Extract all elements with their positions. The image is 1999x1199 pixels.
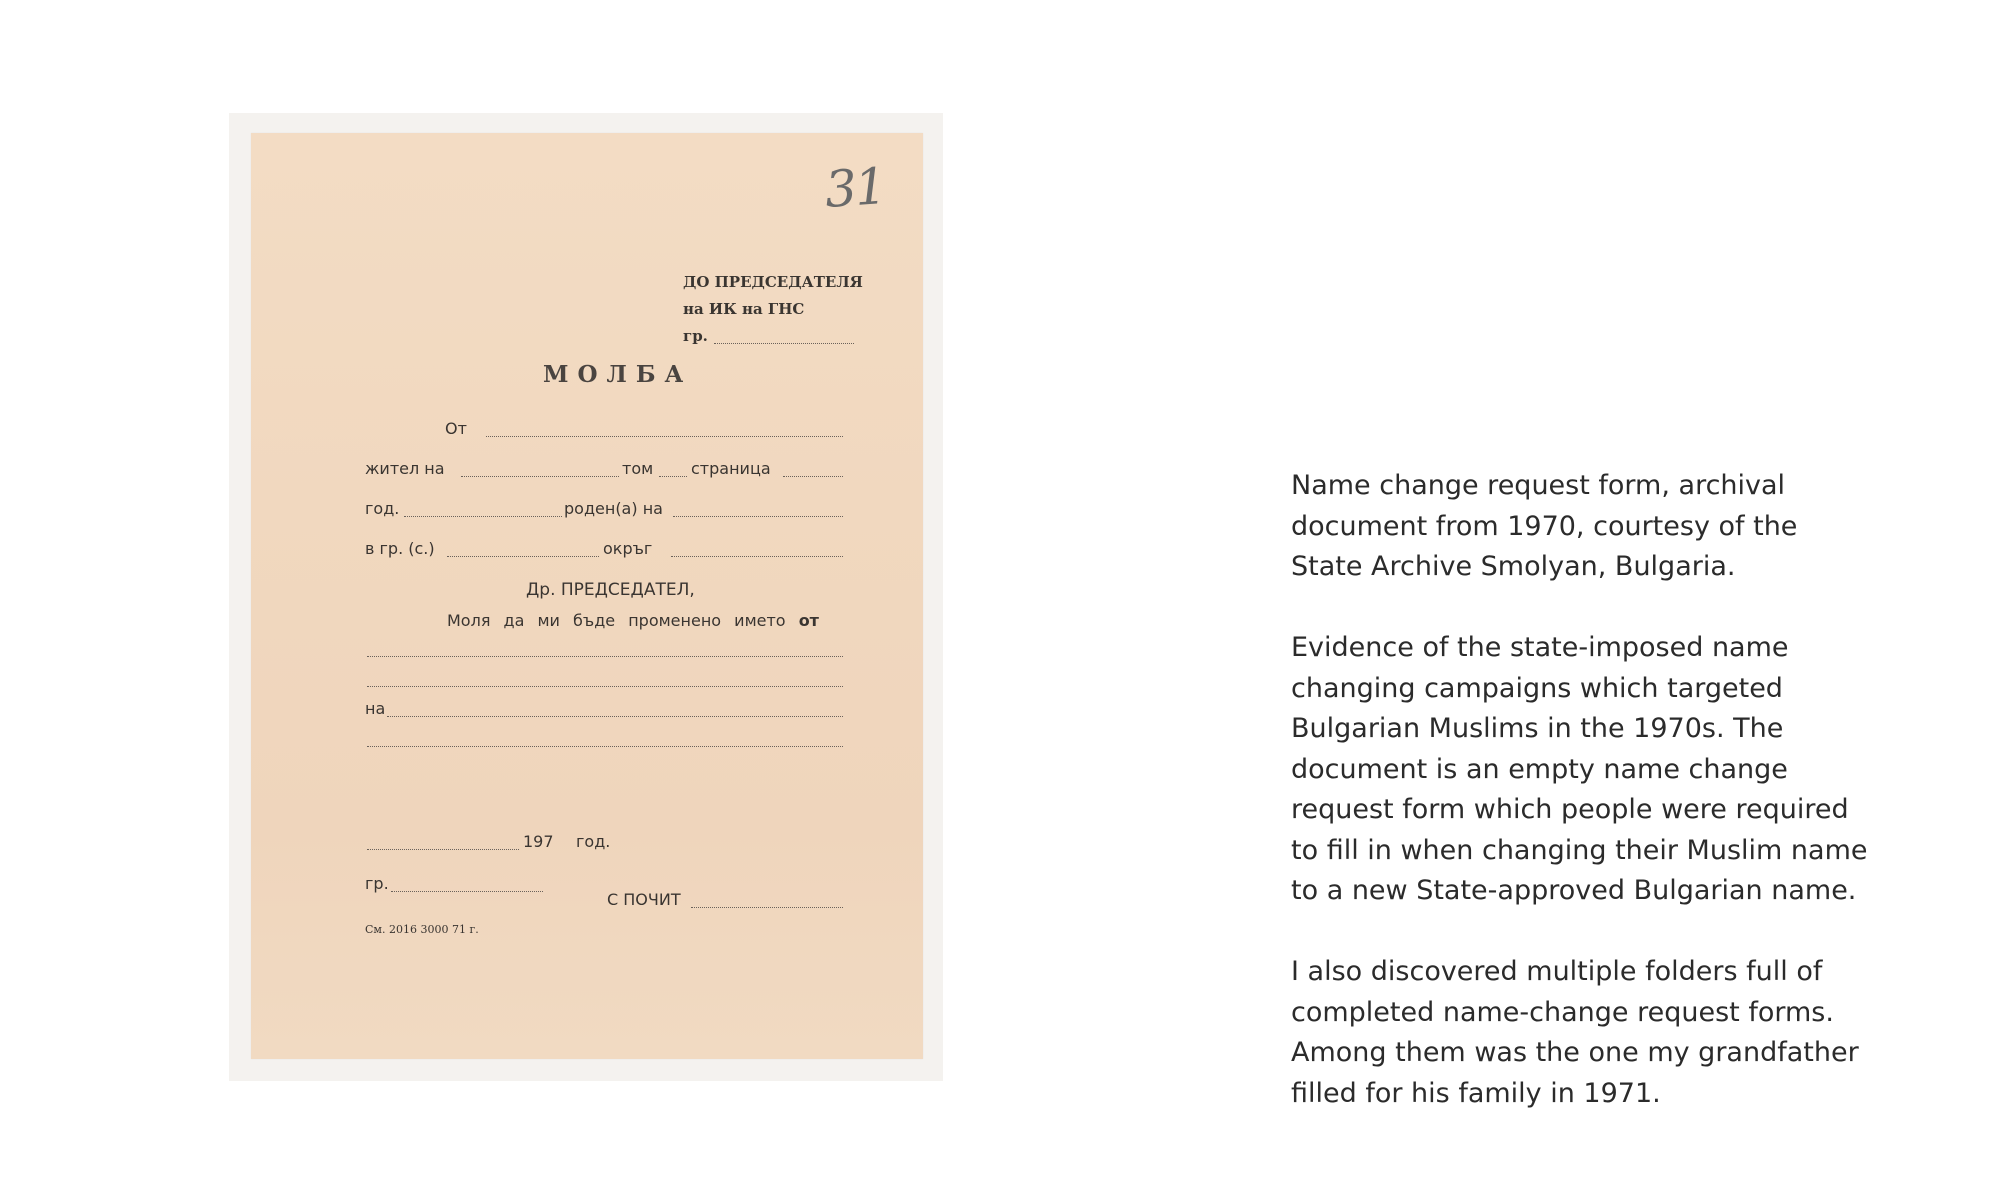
- caption-paragraph-2: Evidence of the state-imposed name changing campaigns which targeted Bulgarian Muslims in the 1970s. The document is an empty name change request form which people were required to fill in when changing their Muslim name to a new State-approved Bulgarian name.: [1291, 632, 1868, 906]
- old-name-blank-2: [367, 686, 843, 687]
- request-from-word: от: [798, 611, 819, 630]
- addressee-city-blank: [714, 342, 854, 344]
- year-label: год.: [365, 499, 400, 518]
- volume-label: том: [622, 459, 654, 478]
- addressee-line-3: [683, 323, 863, 350]
- caption-paragraph-1: Name change request form, archival document from 1970, courtesy of the State Archive Smolyan, Bulgaria.: [1291, 470, 1798, 582]
- from-blank: [486, 436, 843, 437]
- page-label: страница: [691, 459, 771, 478]
- city-label: гр.: [365, 874, 389, 893]
- date-year-prefix: 197: [523, 832, 554, 851]
- addressee-line-1: ДО ПРЕДСЕДАТЕЛЯ: [683, 273, 863, 291]
- date-blank: [367, 849, 519, 850]
- addressee-city-label: гр.: [683, 327, 708, 345]
- resident-label: жител на: [365, 459, 445, 478]
- name-change-request-form: [251, 133, 923, 1059]
- from-label: От: [445, 419, 467, 438]
- city-village-label: в гр. (с.): [365, 539, 435, 558]
- district-label: окръг: [603, 539, 653, 558]
- new-name-blank-2: [367, 746, 843, 747]
- request-text: Моля да ми бъде променено името: [447, 611, 786, 630]
- caption-paragraph-3: I also discovered multiple folders full of completed name-change request forms. Among them was the one my grandfather filled for his family in 1971.: [1291, 956, 1859, 1109]
- old-name-blank-1: [367, 656, 843, 657]
- new-name-blank-1: [387, 716, 843, 717]
- addressee-line-2: на ИК на ГНС: [683, 300, 805, 318]
- city-village-blank: [447, 556, 599, 557]
- request-statement: [447, 611, 819, 630]
- salutation: Др. ПРЕДСЕДАТЕЛ,: [526, 580, 695, 600]
- year-blank: [404, 516, 562, 517]
- born-blank: [673, 516, 843, 517]
- print-code: См. 2016 3000 71 г.: [365, 923, 479, 936]
- new-name-label: на: [365, 699, 386, 718]
- respectfully-label: С ПОЧИТ: [607, 890, 681, 909]
- caption-text: [1291, 466, 1911, 1155]
- date-year-suffix: год.: [576, 832, 611, 851]
- district-blank: [671, 556, 843, 557]
- city-blank: [391, 891, 543, 892]
- form-title: МОЛБА: [543, 361, 693, 388]
- volume-blank: [659, 476, 687, 477]
- signature-blank: [691, 907, 843, 908]
- born-label: роден(а) на: [564, 499, 663, 518]
- handwritten-page-number: 31: [823, 156, 887, 220]
- resident-blank: [461, 476, 619, 477]
- addressee-block: [683, 269, 863, 350]
- page-blank: [783, 476, 843, 477]
